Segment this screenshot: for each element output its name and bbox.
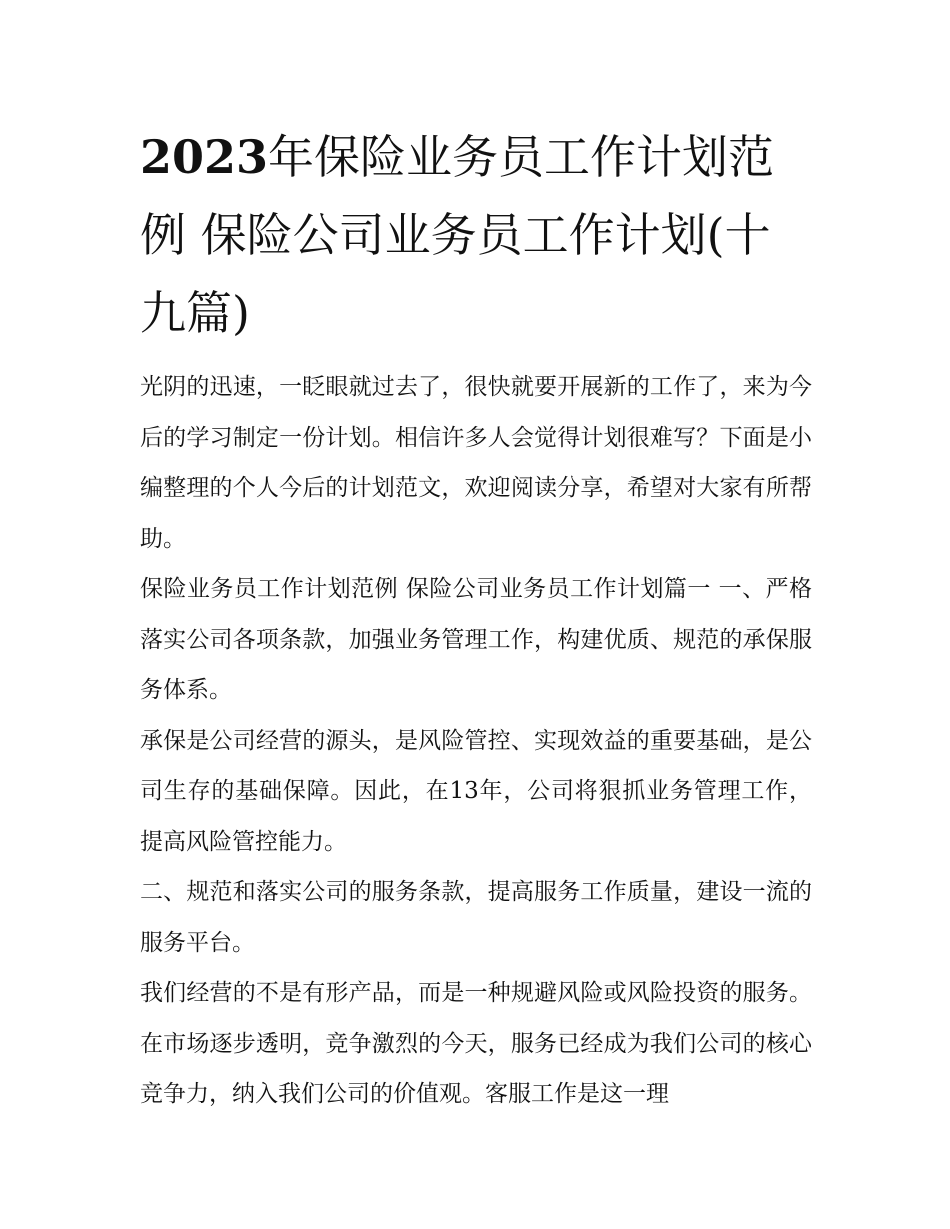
document-body xyxy=(140,362,812,1120)
paragraph-intro: 光阴的迅速，一眨眼就过去了，很快就要开展新的工作了，来为今后的学习制定一份计划。相信许多人会觉得计划很难写？下面是小编整理的个人今后的计划范文，欢迎阅读分享，希望对大家有所帮助。 xyxy=(140,374,812,552)
paragraph-section-one: 保险业务员工作计划范例 保险公司业务员工作计划篇一 一、严格落实公司各项条款，加强业务管理工作，构建优质、规范的承保服务体系。 xyxy=(140,576,812,703)
document-content xyxy=(140,118,812,1120)
document-title xyxy=(140,118,812,352)
title-text: 年保险业务员工作计划范例 保险公司业务员工作计划(十九篇) xyxy=(140,130,775,340)
paragraph-section-two: 二、规范和落实公司的服务条款，提高服务工作质量，建设一流的服务平台。 xyxy=(140,879,812,956)
paragraph-underwriting: 承保是公司经营的源头，是风险管控、实现效益的重要基础，是公司生存的基础保障。因此，在13年，公司将狠抓业务管理工作，提高风险管控能力。 xyxy=(140,727,812,855)
title-year: 2023 xyxy=(140,130,269,184)
paragraph-service: 我们经营的不是有形产品，而是一种规避风险或风险投资的服务。在市场逐步透明，竞争激烈的今天，服务已经成为我们公司的核心竞争力，纳入我们公司的价值观。客服工作是这一理 xyxy=(140,980,812,1107)
